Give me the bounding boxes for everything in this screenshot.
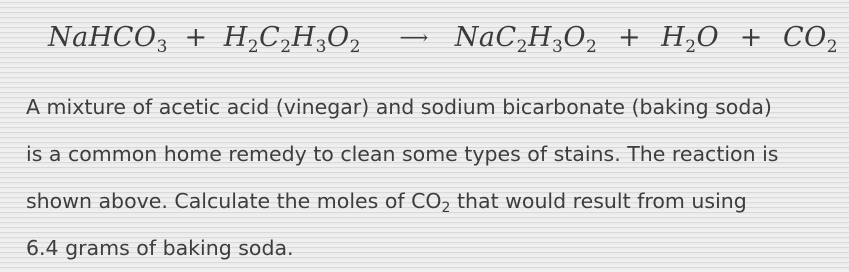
plus-sign: + (739, 22, 763, 53)
problem-line: shown above. Calculate the moles of $CO_2$ that would result from using (26, 189, 747, 216)
product-carbon-dioxide: $CO_2$ (782, 22, 839, 57)
problem-line: 6.4 grams of baking soda. (26, 236, 294, 260)
problem-line: is a common home remedy to clean some types of stains. The reaction is (26, 142, 779, 166)
problem-line: A mixture of acetic acid (vinegar) and sodium bicarbonate (baking soda) (26, 95, 772, 119)
problem-text (26, 84, 841, 272)
product-sodium-acetate: $NaC_2H_3O_2$ (454, 22, 598, 57)
product-water: $H_2O$ (661, 22, 720, 57)
reactant-acetic-acid: $H_2C_2H_3O_2$ (223, 22, 361, 57)
reaction-arrow-icon: ⟶ (399, 25, 429, 49)
reactant-sodium-bicarbonate: NaHCO$_3$ (48, 22, 168, 57)
chemical-equation (48, 12, 848, 62)
plus-sign: + (184, 22, 208, 53)
plus-sign: + (617, 22, 641, 53)
